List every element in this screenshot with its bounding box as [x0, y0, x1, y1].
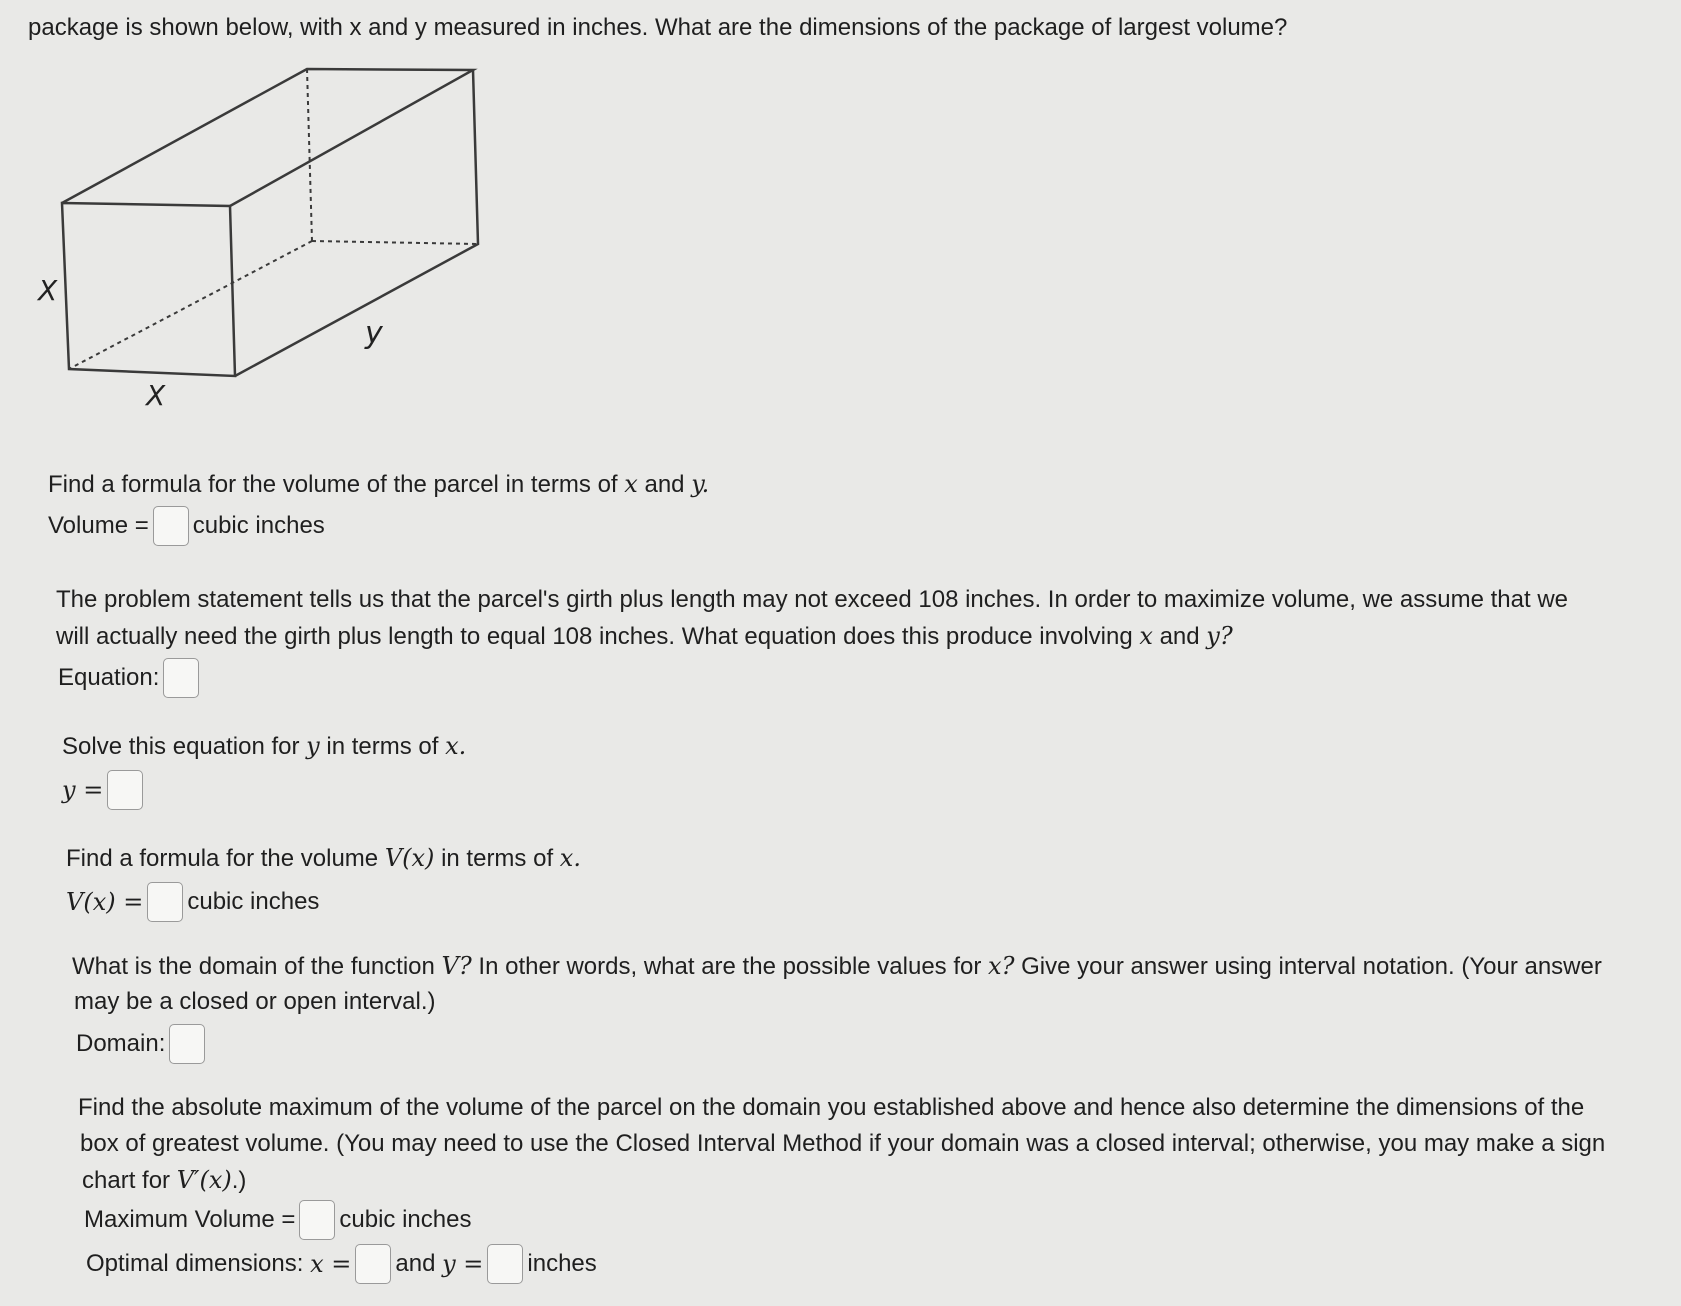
- vx-input[interactable]: [147, 882, 183, 922]
- front-face: [62, 203, 235, 376]
- y-label: y =: [62, 776, 104, 804]
- var-x: x: [624, 470, 638, 498]
- volume-row: [48, 506, 325, 546]
- part6-line2: box of greatest volume. (You may need to use the Closed Interval Method if your domain was a closed interval; otherwise, you may make a sign: [80, 1130, 1606, 1157]
- part4-mid-text: in terms of: [441, 845, 554, 872]
- vx-label: V(x) =: [66, 888, 144, 916]
- hidden-edge-bottom: [69, 241, 312, 369]
- domain-row: [76, 1024, 209, 1064]
- y-input[interactable]: [107, 770, 143, 810]
- hidden-edge-vertical: [307, 69, 312, 241]
- part5-line1: [72, 948, 1602, 985]
- equation-input[interactable]: [163, 658, 199, 698]
- var-x: x?: [988, 952, 1015, 980]
- and-text: and: [1159, 623, 1200, 650]
- package-diagram: [20, 60, 520, 430]
- vx-row: [66, 882, 319, 922]
- var-x: x.: [445, 732, 467, 760]
- top-face: [62, 69, 473, 206]
- part5-line2: may be a closed or open interval.): [74, 988, 436, 1015]
- var-y: y?: [1206, 622, 1233, 650]
- var-y: y.: [691, 470, 710, 498]
- part5-text-c: Give your answer using interval notation. (Your answer: [1021, 953, 1602, 980]
- part3-prompt-text: Solve this equation for: [62, 733, 300, 760]
- func-v: V(x): [384, 844, 435, 872]
- part2-line1: The problem statement tells us that the parcel's girth plus length may not exceed 108 inches. In order to maximize volume, we assume that we: [56, 586, 1568, 613]
- part6-line3: [82, 1162, 246, 1199]
- domain-input[interactable]: [169, 1024, 205, 1064]
- part3-prompt: [62, 728, 466, 765]
- and-text: and: [644, 471, 685, 498]
- dimensions-label: Optimal dimensions:: [86, 1250, 304, 1277]
- volume-input[interactable]: [153, 506, 189, 546]
- part5-text-b: In other words, what are the possible values for: [478, 953, 982, 980]
- equation-row: [58, 658, 203, 698]
- part6-text-pre: chart for: [82, 1167, 171, 1194]
- part1-prompt: [48, 466, 709, 503]
- y-row: [62, 770, 147, 810]
- part3-mid-text: in terms of: [326, 733, 439, 760]
- y-eq-label: y =: [442, 1250, 484, 1278]
- part2-line2-text: will actually need the girth plus length to equal 108 inches. What equation does this produce involving: [56, 623, 1133, 650]
- part2-line2: [56, 618, 1233, 655]
- equation-label: Equation:: [58, 664, 160, 691]
- label-x-bottom: X: [146, 379, 166, 412]
- dimensions-row: [86, 1244, 597, 1284]
- part4-prompt-text: Find a formula for the volume: [66, 845, 379, 872]
- vx-units: cubic inches: [187, 888, 320, 915]
- max-volume-row: [84, 1200, 471, 1240]
- part6-text-post: .): [231, 1167, 247, 1194]
- max-volume-input[interactable]: [299, 1200, 335, 1240]
- x-eq-label: x =: [310, 1250, 352, 1278]
- part4-prompt: [66, 840, 581, 877]
- right-face: [235, 70, 478, 376]
- part1-prompt-text: Find a formula for the volume of the parcel in terms of: [48, 471, 618, 498]
- volume-units: cubic inches: [192, 512, 325, 539]
- x-dimension-input[interactable]: [355, 1244, 391, 1284]
- var-y: y: [306, 732, 320, 760]
- dimensions-units: inches: [527, 1250, 597, 1277]
- var-x: x: [1139, 622, 1153, 650]
- part5-text-a: What is the domain of the function: [72, 953, 435, 980]
- func-v: V?: [441, 952, 472, 980]
- max-volume-units: cubic inches: [339, 1206, 472, 1233]
- hidden-edge-back: [312, 241, 478, 244]
- var-x: x.: [559, 844, 581, 872]
- question-header: package is shown below, with x and y measured in inches. What are the dimensions of the package of largest volume?: [28, 14, 1288, 41]
- volume-label: Volume =: [48, 512, 149, 539]
- y-dimension-input[interactable]: [487, 1244, 523, 1284]
- max-volume-label: Maximum Volume =: [84, 1206, 296, 1233]
- label-x-left: X: [38, 274, 58, 307]
- and-text: and: [395, 1250, 436, 1277]
- domain-label: Domain:: [76, 1030, 166, 1057]
- func-v-prime: V′(x): [176, 1166, 232, 1194]
- part6-line1: Find the absolute maximum of the volume of the parcel on the domain you established above and hence also determine the dimensions of the: [78, 1094, 1585, 1121]
- label-y-length: y: [365, 316, 383, 351]
